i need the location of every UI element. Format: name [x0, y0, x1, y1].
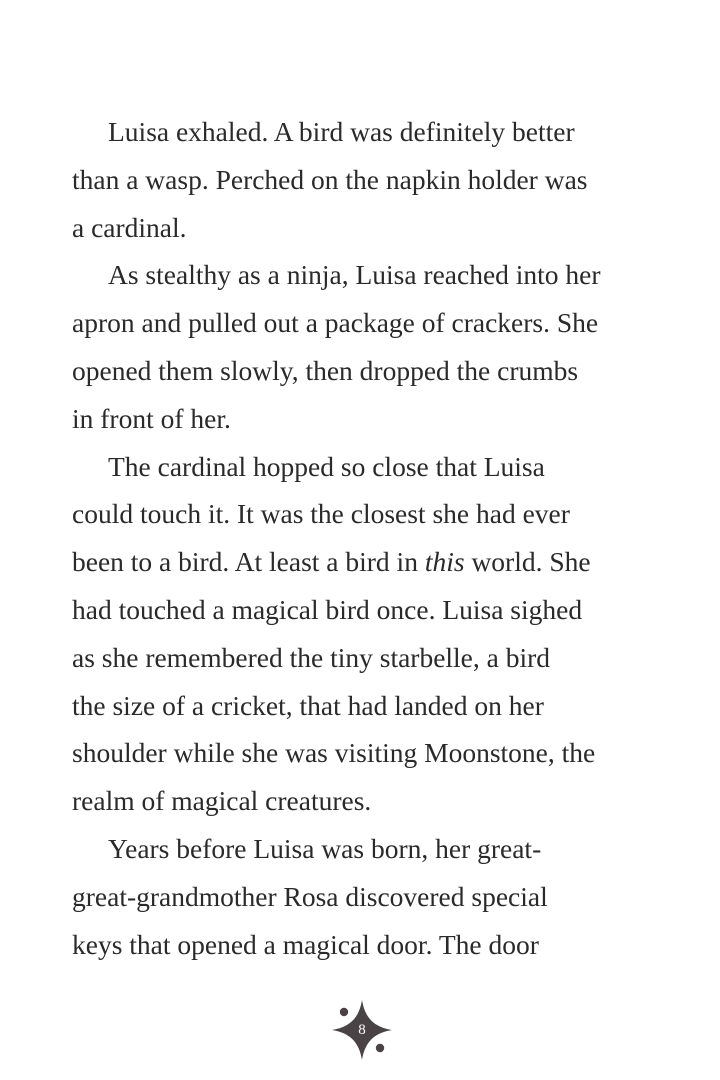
paragraph [72, 108, 662, 251]
text-line: As stealthy as a ninja, Luisa reached into her [108, 259, 601, 291]
page-number: 8 [358, 1022, 366, 1038]
page-body [72, 108, 662, 968]
text-line: realm of magical creatures. [72, 785, 372, 817]
text-run: world. She [464, 546, 591, 578]
text-line: had touched a magical bird once. Luisa sighed [72, 593, 583, 625]
text-line: a cardinal. [72, 211, 187, 243]
text-line: apron and pulled out a package of crackers. She [72, 307, 599, 339]
text-line: could touch it. It was the closest she had ever [72, 498, 570, 530]
text-line: keys that opened a magical door. The door [72, 928, 539, 960]
text-line: the size of a cricket, that had landed on her [72, 689, 544, 721]
text-run: been to a bird. At least a bird in [72, 546, 425, 578]
text-line: opened them slowly, then dropped the crumbs [72, 354, 579, 386]
text-line: than a wasp. Perched on the napkin holder was [72, 163, 588, 195]
text-line: as she remembered the tiny starbelle, a bird [72, 641, 551, 673]
page-number-ornament [330, 998, 394, 1062]
text-line: The cardinal hopped so close that Luisa [108, 450, 545, 482]
text-line: Years before Luisa was born, her great- [108, 832, 542, 864]
paragraph [72, 443, 662, 825]
text-line [72, 538, 662, 586]
paragraph [72, 825, 662, 968]
italic-emphasis: this [424, 546, 465, 578]
text-line: Luisa exhaled. A bird was definitely better [108, 116, 575, 147]
paragraph [72, 251, 662, 442]
text-line: in front of her. [72, 402, 231, 434]
text-line: great-grandmother Rosa discovered special [72, 880, 548, 912]
text-line: shoulder while she was visiting Moonstone, the [72, 737, 596, 769]
